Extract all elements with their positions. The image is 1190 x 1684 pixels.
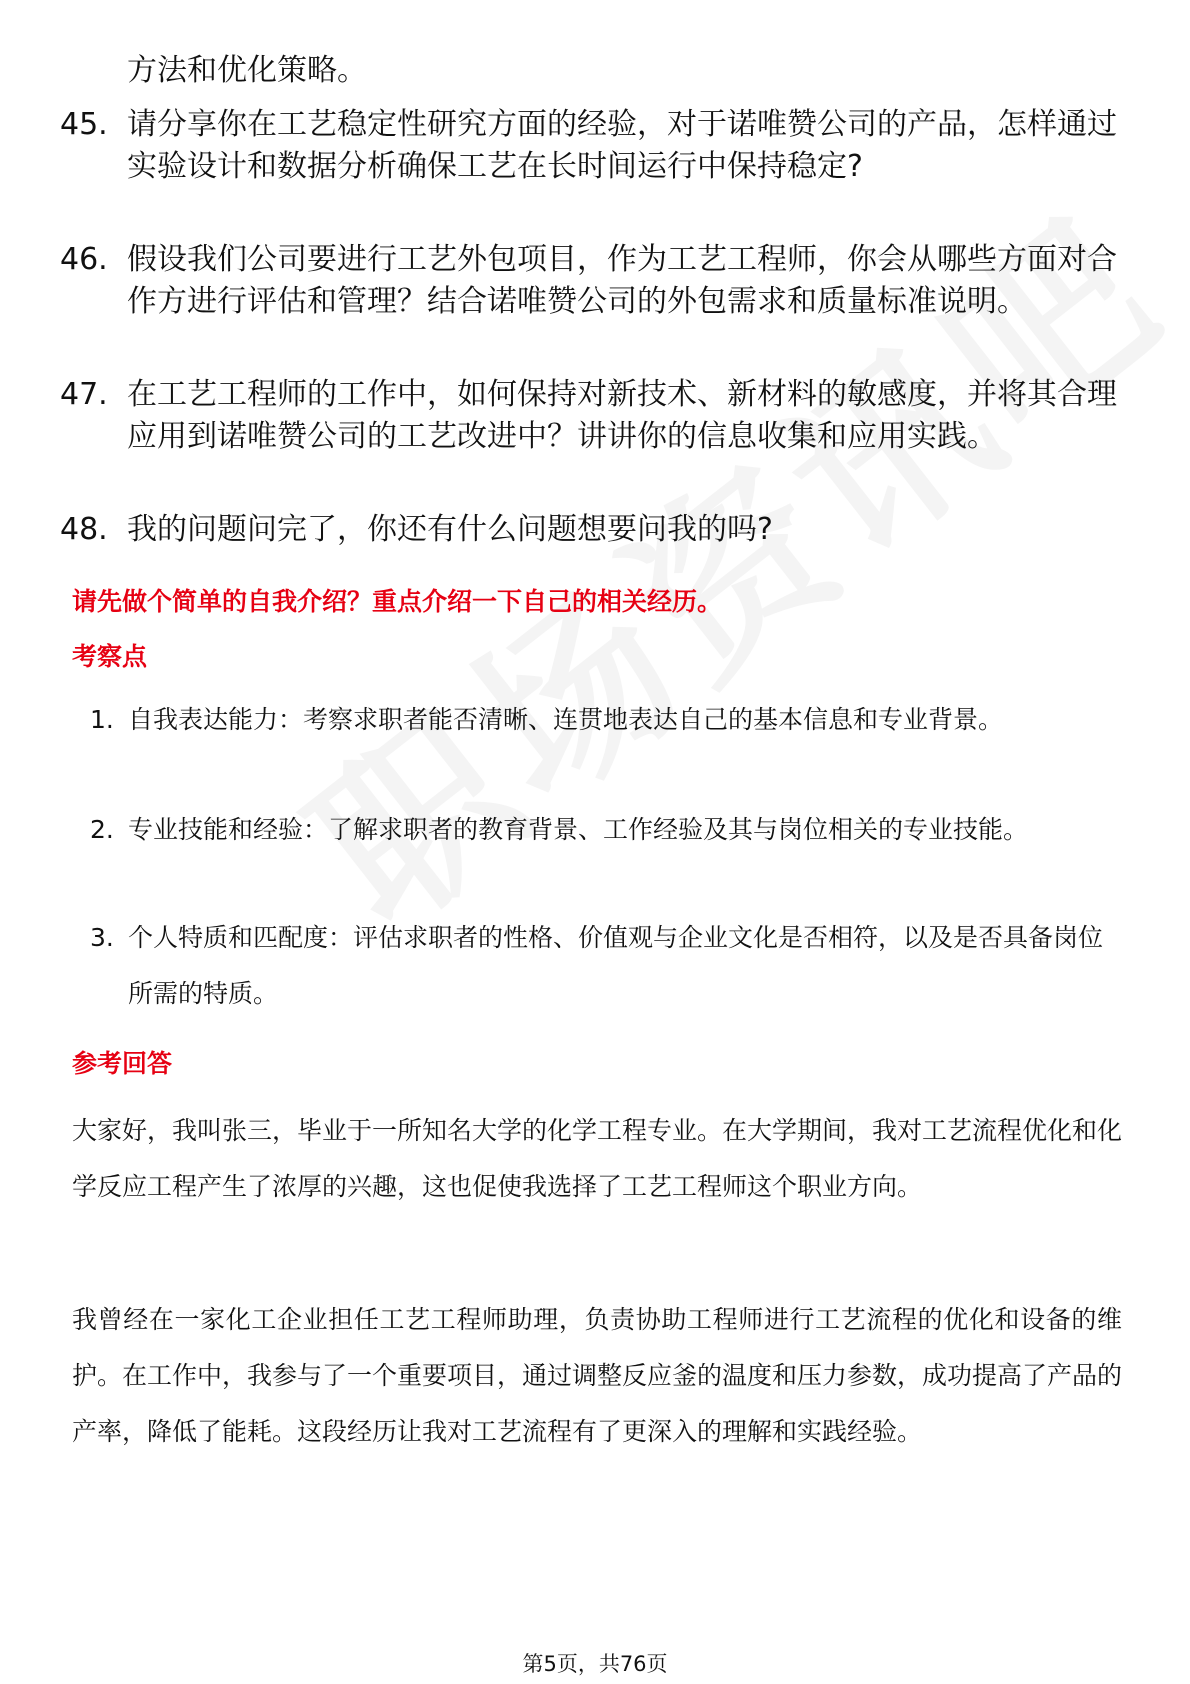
question-text: 请分享你在工艺稳定性研究方面的经验，对于诺唯赞公司的产品，怎样通过实验设计和数据分析确保工艺在长时间运行中保持稳定?: [127, 107, 1117, 184]
question-text: 我的问题问完了，你还有什么问题想要问我的吗?: [127, 512, 773, 547]
reference-answer-heading: 参考回答: [72, 1049, 173, 1078]
question-text: 假设我们公司要进行工艺外包项目，作为工艺工程师，你会从哪些方面对合作方进行评估和管理？结合诺唯赞公司的外包需求和质量标准说明。: [127, 242, 1117, 319]
question-number: 45.: [60, 107, 108, 142]
point-number: 1.: [90, 705, 114, 734]
point-text: 专业技能和经验：了解求职者的教育背景、工作经验及其与岗位相关的专业技能。: [128, 815, 1029, 844]
exam-points-heading: 考察点: [72, 642, 148, 671]
question-continuation: 方法和优化策略。: [127, 53, 367, 88]
question-number: 47.: [60, 377, 108, 412]
reference-paragraph-2: 我曾经在一家化工企业担任工艺工程师助理，负责协助工程师进行工艺流程的优化和设备的维护。在工作中，我参与了一个重要项目，通过调整反应釜的温度和压力参数，成功提高了产品的产率，降低了能耗。这段经历让我对工艺流程有了更深入的理解和实践经验。: [72, 1305, 1123, 1446]
point-number: 2.: [90, 815, 114, 844]
page-footer: 第5页，共76页: [522, 1652, 668, 1676]
exam-point-1: [90, 692, 1120, 748]
question-47: [60, 374, 1117, 458]
point-number: 3.: [90, 923, 114, 952]
exam-point-3: [90, 910, 1120, 1022]
question-text: 在工艺工程师的工作中，如何保持对新技术、新材料的敏感度，并将其合理应用到诺唯赞公司的工艺改进中？讲讲你的信息收集和应用实践。: [127, 377, 1117, 454]
reference-paragraph-1: 大家好，我叫张三，毕业于一所知名大学的化学工程专业。在大学期间，我对工艺流程优化和化学反应工程产生了浓厚的兴趣，这也促使我选择了工艺工程师这个职业方向。: [72, 1116, 1123, 1201]
question-45: [60, 104, 1117, 188]
question-46: [60, 239, 1117, 323]
question-number: 46.: [60, 242, 108, 277]
question-number: 48.: [60, 512, 108, 547]
question-48: [60, 509, 1110, 551]
section-title: 请先做个简单的自我介绍？重点介绍一下自己的相关经历。: [72, 587, 723, 616]
point-text: 个人特质和匹配度：评估求职者的性格、价值观与企业文化是否相符，以及是否具备岗位所需的特质。: [128, 923, 1104, 1008]
exam-point-2: [90, 802, 1120, 858]
point-text: 自我表达能力：考察求职者能否清晰、连贯地表达自己的基本信息和专业背景。: [128, 705, 1004, 734]
